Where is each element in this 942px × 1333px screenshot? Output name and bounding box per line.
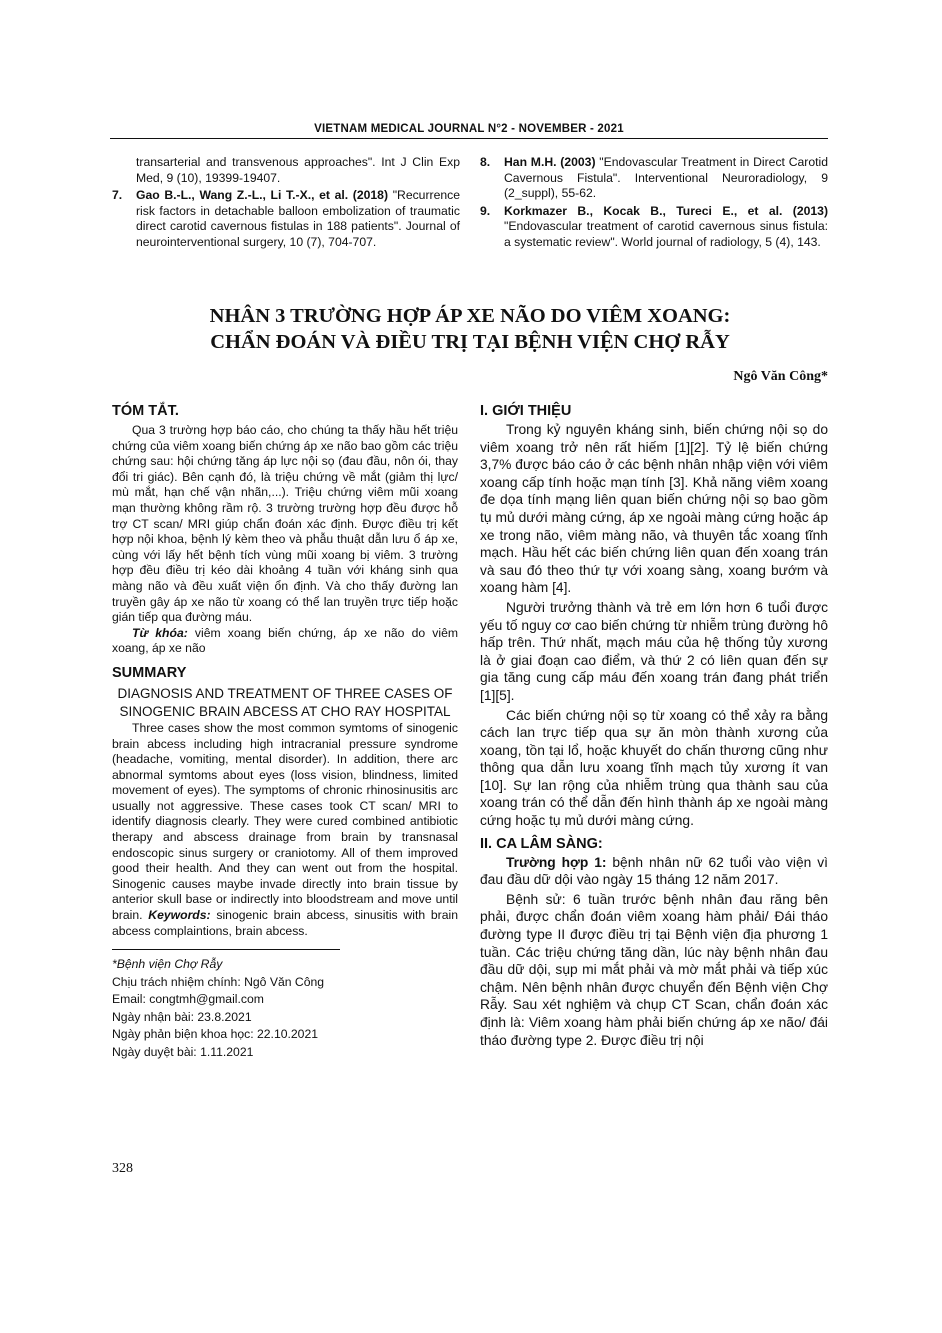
reference-number: 7. (112, 188, 123, 203)
clinical-heading: II. CA LÂM SÀNG: (480, 835, 603, 852)
article-author: Ngô Văn Công* (733, 369, 828, 384)
intro-paragraph-3: Các biến chứng nội sọ từ xoang có thể xảy ra bằng cách lan trực tiếp qua sự ăn mòn thành xương của xoang, tồn tại lổ, hoặc khuyết do chấn thương cũng như thông qua dẫn lưu xoang tĩnh mạch tủy xương ít van [10]. Sự lan rộng của nhiễm trùng qua thành sau của xoang trán có thể dẫn đến hình thành áp xe ngoài màng cứng hoặc tụ mủ dưới màng cứng. (480, 707, 828, 829)
reference-authors: Korkmazer B., Kocak B., Tureci E., et al. (2013) (504, 203, 828, 218)
article-title (112, 303, 828, 355)
reference-authors: Gao B.-L., Wang Z.-L., Li T.-X., et al. (2018) (136, 188, 389, 203)
footnote-rule (112, 949, 340, 950)
summary-title: DIAGNOSIS AND TREATMENT OF THREE CASES OF SINOGENIC BRAIN ABCESS AT CHO RAY HOSPITAL (117, 685, 453, 719)
keywords-label: Từ khóa: (132, 625, 188, 640)
summary-text (112, 721, 458, 939)
case-1-label: Trường hợp 1: (506, 854, 607, 870)
reference-body (504, 204, 828, 251)
reference-text: "Endovascular treatment of carotid cavernous sinus fistula: a systematic review". World journal of radiology, 5 (4), 143. (504, 219, 828, 249)
case-1-paragraph (480, 854, 828, 889)
references-right (480, 155, 828, 253)
reference-text: "Recurrence risk factors in detachable balloon embolization of traumatic direct carotid cavernous fistulas in 188 patients". Journal of neurointerventional surgery, 10 (7), 704-707. (136, 188, 461, 249)
keywords-text: viêm xoang biến chứng, áp xe não do viêm xoang, áp xe não (112, 625, 458, 656)
reference-item (480, 155, 828, 202)
abstract-vn-text: Qua 3 trường hợp báo cáo, cho chúng ta thấy hầu hết triệu chứng của viêm xoang biến chứng áp xe não bao gồm các triệu chứng sau: hội chứng tăng áp lực nội sọ (đau đầu, nôn ói, thay đổi tri giác). Bên cạnh đó, là triệu chứng về mắt (giảm thị lực/ mù mắt, hạn chế vận nhãn,...). Triệu chứng viêm mũi xoang mạn thường không rầm rộ. 3 trường trường hợp đều được hỗ trợ CT scan/ MRI giúp chẩn đoán xác định. Được điều trị kết hợp nội khoa, bệnh lý kèm theo và phẫu thuật dẫn lưu ổ áp xe, cùng với lấy hết bệnh tích vùng mũi xoang bị viêm. 3 trường hợp đều điều trị kéo dài khoảng 4 tuần với kháng sinh qua màng não và đều xuất viện ổn định. Và cho thấy đường lan truyền gây áp xe não từ xoang có thể lan truyền trực tiếp hoặc gián tiếp qua đường máu. (112, 423, 458, 625)
reference-number: 9. (480, 203, 491, 218)
summary-body: Three cases show the most common symtoms of sinogenic brain abcess including high intracranial pressure syndrome (headache, vomiting, mental disorder). In addition, there arc abnormal symtoms about eyes (loss vision, blindness, limited movement of eyes). The symptoms of chronic rhinosinusitis arc usually not aggressive. These cases took CT scan/ MRI to identify diagnosis clearly. They were cured combined antibiotic therapy and abscess drainage from brain by transnasal endoscopic sinus surgery or craniotomy. All of them improved good their health. And they can went out from the hospital. Sinogenic causes maybe invade directly into brain tissue by anterior skull base or indirectly into bloodstream and move until brain. (112, 720, 458, 923)
reference-continuation: transarterial and transvenous approaches". Int J Clin Exp Med, 9 (10), 19399-19407. (136, 155, 460, 185)
article-title-line-2: CHẨN ĐOÁN VÀ ĐIỀU TRỊ TẠI BỆNH VIỆN CHỢ RẪY (210, 331, 730, 353)
abstract-vn-heading: TÓM TẮT. (112, 403, 179, 419)
reference-item (480, 204, 828, 251)
intro-paragraph-1: Trong kỷ nguyên kháng sinh, biến chứng nội sọ do viêm xoang trở nên rất hiếm [1][2]. Tỷ lệ biến chứng 3,7% được báo cáo ở các bệnh nhân nhập viện với viêm xoang cấp tính hoặc mạn tính [3]. Khả năng viêm xoang đe dọa tính mạng liên quan biến chứng nội sọ bao gồm tụ mủ dưới màng cứng, áp xe ngoài màng cứng hoặc áp xe trong não, viêm màng não, và thuyên tắc xoang tĩnh mạch. Hầu hết các biến chứng liên quan đến xoang trán và sau đó theo thứ tự với xoang sàng, xoang bướm và xoang hàm [4]. (480, 422, 828, 596)
footnote-affiliation: *Bệnh viện Chợ Rẫy (112, 957, 223, 972)
case-1-text: bệnh nhân nữ 62 tuổi vào viện vì đau đầu dữ dội vào ngày 15 tháng 12 năm 2017. (480, 854, 828, 888)
abstract-vn-keywords (112, 626, 458, 657)
article-title-line-1: NHÂN 3 TRƯỜNG HỢP ÁP XE NÃO DO VIÊM XOANG: (209, 305, 731, 327)
header-rule (110, 138, 828, 139)
reference-body (504, 155, 828, 202)
footnote-responsible: Chịu trách nhiệm chính: Ngô Văn Công (112, 974, 325, 989)
page-number: 328 (112, 1161, 133, 1176)
left-column (112, 401, 458, 1061)
reference-body (136, 188, 460, 250)
footnote-reviewed: Ngày phản biện khoa học: 22.10.2021 (112, 1027, 318, 1042)
summary-heading: SUMMARY (112, 664, 187, 681)
footnote-email: Email: congtmh@gmail.com (112, 992, 264, 1007)
reference-item (112, 188, 460, 250)
intro-paragraph-2: Người trưởng thành và trẻ em lớn hơn 6 tuổi được yếu tố nguy cơ cao biến chứng từ nhiễm trùng đường hô hấp trên. Thứ nhất, mạch máu của hệ thống tủy xương là ở giai đoạn cao điểm, và thứ 2 có liên quan đến sự gia tăng cung cấp máu đến xoang trán đang phát triển [1][5]. (480, 599, 829, 703)
intro-heading: I. GIỚI THIỆU (480, 403, 572, 419)
reference-number: 8. (480, 155, 491, 169)
reference-text: "Endovascular Treatment in Direct Carotid Cavernous Fistula". Interventional Neuroradiology, 9 (2_suppl), 55-62. (504, 155, 828, 201)
history-paragraph: Bệnh sử: 6 tuần trước bệnh nhân đau răng bên phải, được chẩn đoán viêm xoang hàm phải/ Đái tháo đường type II được điều trị tại Bệnh viện địa phương 1 tuần. Các triệu chứng tăng dần, lúc này bệnh nhân đau đầu dữ dội, sụp mi mắt phải và mờ mắt phải và tiếp xúc chậm. Nên bệnh nhân được chuyển đến Bệnh viện Chợ Rẫy. Sau xét nghiệm và chụp CT Scan, chẩn đoán xác định là: Viêm xoang hàm phải biến chứng áp xe não/ đái tháo đường type 2. Được điều trị nội (480, 891, 828, 1048)
summary-keywords-label: Keywords: (148, 908, 211, 923)
reference-authors: Han M.H. (2003) (504, 155, 596, 169)
footnote-approved: Ngày duyệt bài: 1.11.2021 (112, 1044, 254, 1059)
summary-keywords-text: sinogenic brain abcess, sinusitis with brain abcess complaintions, brain abcess. (112, 908, 458, 938)
footnote-received: Ngày nhận bài: 23.8.2021 (112, 1009, 252, 1024)
journal-header: VIETNAM MEDICAL JOURNAL N°2 - NOVEMBER - 2021 (314, 123, 624, 135)
references-left (112, 155, 460, 253)
right-column (480, 401, 828, 1049)
